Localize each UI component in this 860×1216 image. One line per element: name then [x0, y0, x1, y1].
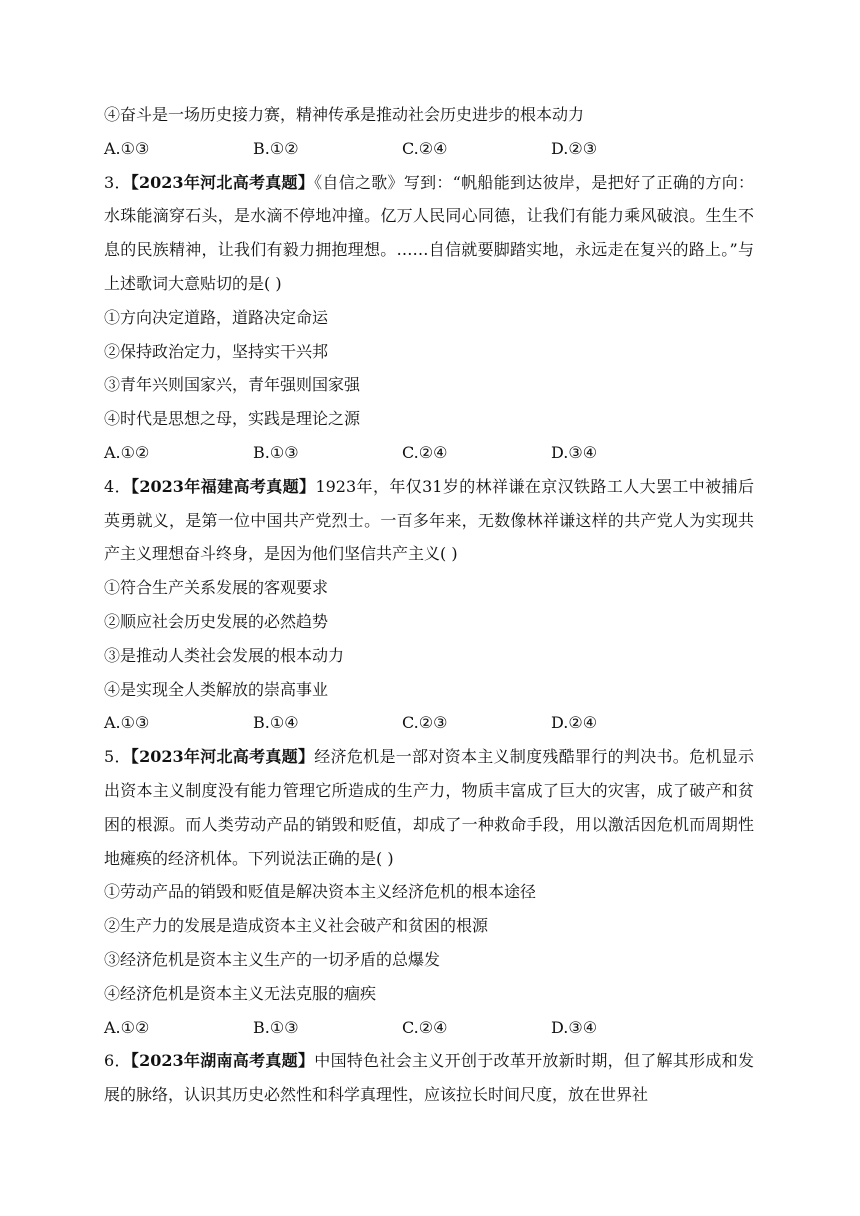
question-4-options	[104, 706, 754, 740]
statement-3: ③青年兴则国家兴，青年强则国家强	[104, 375, 361, 395]
statement-3: ③经济危机是资本主义生产的一切矛盾的总爆发	[104, 949, 441, 969]
statement-4: ④经济危机是资本主义无法克服的痼疾	[104, 983, 377, 1003]
question-source: 【2023年河北高考真题】	[130, 747, 315, 767]
option-b[interactable]: B.①④	[253, 713, 299, 733]
option-a[interactable]: A.①②	[104, 442, 150, 462]
page-content	[104, 98, 754, 1112]
statement-1: ①劳动产品的销毁和贬值是解决资本主义经济危机的根本途径	[104, 882, 537, 902]
question-number: 3．	[104, 172, 131, 192]
question-6-stem	[104, 1044, 754, 1112]
question-3-options	[104, 436, 754, 470]
question-text: 《自信之歌》写到：“帆船能到达彼岸，是把好了正确的方向：水珠能滴穿石头，是水滴不停地冲撞。亿万人民同心同德，让我们有能力乘风破浪。生生不息的民族精神，让我们有毅力拥抱理想。……自信就要脚踏实地，永远走在复兴的路上。”与上述歌词大意贴切的是( )	[104, 172, 754, 293]
question-number: 4．	[104, 476, 131, 496]
option-c[interactable]: C.②④	[402, 442, 448, 462]
option-d[interactable]: D.②④	[551, 713, 598, 733]
question-text: 经济危机是一部对资本主义制度残酷罪行的判决书。危机显示出资本主义制度没有能力管理它所造成的生产力，物质丰富成了巨大的灾害，成了破产和贫困的根源。而人类劳动产品的销毁和贬值，却成了一种救命手段，用以激活因危机而周期性地瘫痪的经济机体。下列说法正确的是( )	[104, 747, 754, 868]
option-b[interactable]: B.①③	[253, 1017, 299, 1037]
statement-4: ④是实现全人类解放的崇高事业	[104, 679, 329, 699]
question-text: 1923年，年仅31岁的林祥谦在京汉铁路工人大罢工中被捕后英勇就义，是第一位中国共产党烈士。一百多年来，无数像林祥谦这样的共产党人为实现共产主义理想奋斗终身，是因为他们坚信共产主义( )	[104, 476, 754, 564]
option-b[interactable]: B.①②	[253, 138, 299, 158]
statement-2: ②顺应社会历史发展的必然趋势	[104, 611, 329, 631]
question-5-stem	[104, 740, 754, 875]
question-source: 【2023年福建高考真题】	[130, 476, 316, 496]
option-d[interactable]: D.③④	[551, 442, 598, 462]
question-text: 中国特色社会主义开创于改革开放新时期，但了解其形成和发展的脉络，认识其历史必然性和科学真理性，应该拉长时间尺度，放在世界社	[104, 1051, 754, 1105]
question-source: 【2023年河北高考真题】	[130, 172, 315, 192]
statement-1: ①符合生产关系发展的客观要求	[104, 578, 329, 598]
statement-1: ①方向决定道路，道路决定命运	[104, 307, 329, 327]
statement-3: ③是推动人类社会发展的根本动力	[104, 645, 345, 665]
option-d[interactable]: D.③④	[551, 1017, 598, 1037]
question-number: 6．	[104, 1051, 131, 1071]
option-c[interactable]: C.②④	[402, 138, 448, 158]
option-d[interactable]: D.②③	[551, 138, 598, 158]
option-a[interactable]: A.①③	[104, 713, 150, 733]
statement-2: ②生产力的发展是造成资本主义社会破产和贫困的根源	[104, 916, 489, 936]
question-source: 【2023年湖南高考真题】	[130, 1051, 315, 1071]
question-3-stem	[104, 166, 754, 301]
option-b[interactable]: B.①③	[253, 442, 299, 462]
question-5-options	[104, 1011, 754, 1045]
question-number: 5．	[104, 747, 131, 767]
statement-4: ④时代是思想之母，实践是理论之源	[104, 409, 361, 429]
option-a[interactable]: A.①③	[104, 138, 150, 158]
carryover-statement-4: ④奋斗是一场历史接力赛，精神传承是推动社会历史进步的根本动力	[104, 105, 585, 124]
question-4-stem	[104, 470, 754, 571]
option-c[interactable]: C.②③	[402, 713, 448, 733]
statement-2: ②保持政治定力，坚持实干兴邦	[104, 341, 329, 361]
option-c[interactable]: C.②④	[402, 1017, 448, 1037]
carryover-options	[104, 132, 754, 166]
option-a[interactable]: A.①②	[104, 1017, 150, 1037]
